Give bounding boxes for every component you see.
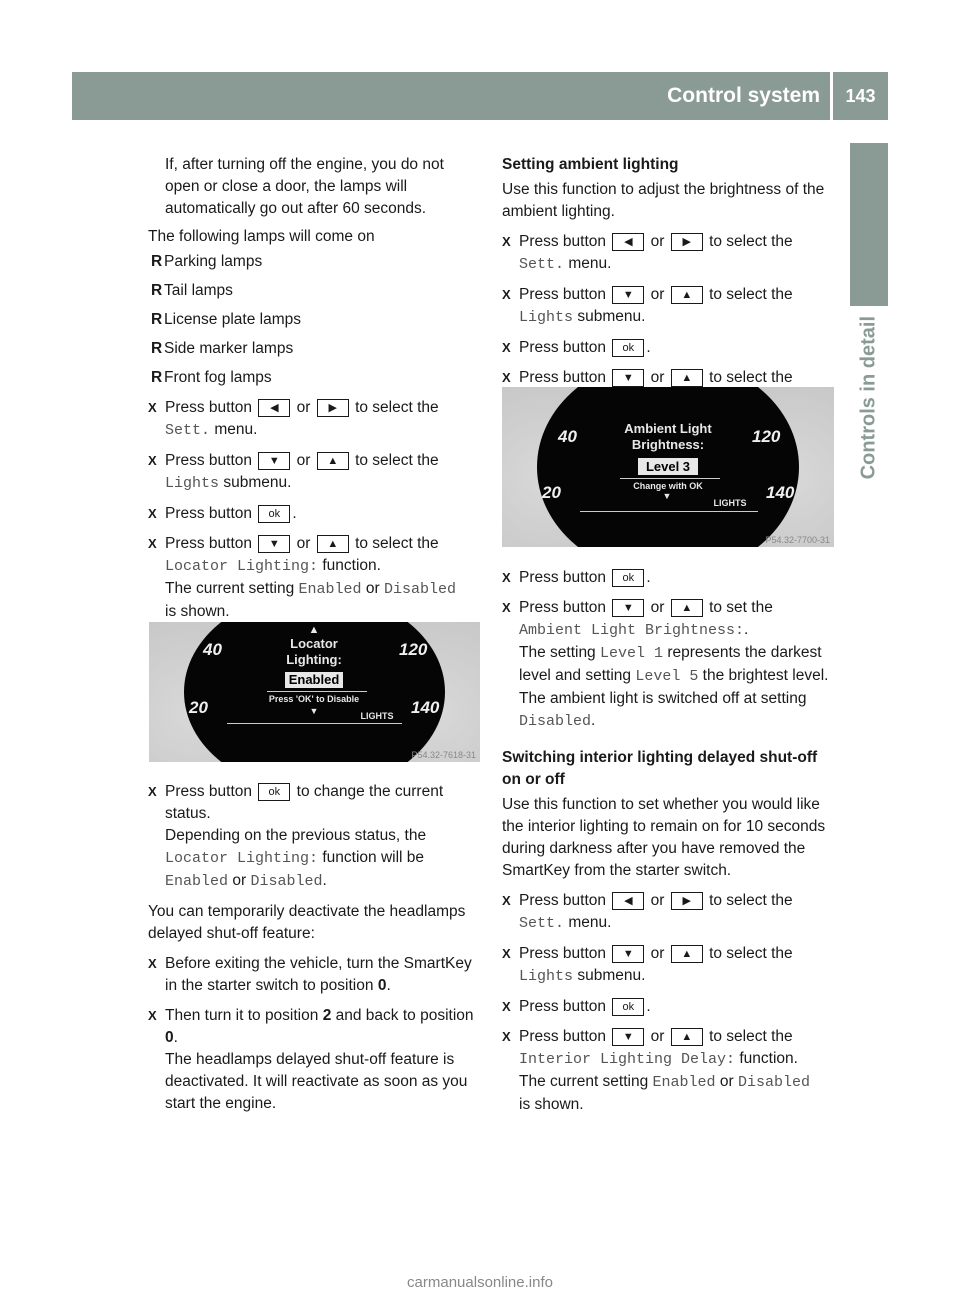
paragraph: Use this function to adjust the brightness of the ambient lighting. bbox=[502, 181, 825, 220]
down-button-icon: ▼ bbox=[258, 535, 290, 553]
display-title: Ambient Light Brightness: bbox=[624, 421, 712, 452]
step: X Press button ▼ or ▲ to select the Lights submenu. bbox=[502, 945, 793, 985]
step: X Press button ok . bbox=[502, 337, 834, 359]
step-arrow-icon: X bbox=[502, 893, 511, 908]
right-button-icon: ▶ bbox=[671, 233, 703, 251]
footer-watermark[interactable]: carmanualsonline.info bbox=[407, 1274, 553, 1291]
step-arrow-icon: X bbox=[148, 956, 157, 971]
lamps-heading: The following lamps will come on bbox=[148, 228, 375, 245]
paragraph: Use this function to set whether you would like the interior lighting to remain on for 10 seconds during darkness after you have removed the SmartKey from the starter switch. bbox=[502, 796, 826, 879]
down-button-icon: ▼ bbox=[612, 369, 644, 387]
display-value: Enabled bbox=[285, 672, 343, 688]
right-column bbox=[502, 154, 834, 412]
step: X Press button ▼ or ▲ to select the Lights submenu. bbox=[148, 452, 439, 492]
step-arrow-icon: X bbox=[502, 570, 511, 585]
down-button-icon: ▼ bbox=[612, 599, 644, 617]
step-arrow-icon: X bbox=[148, 1008, 157, 1023]
up-button-icon: ▲ bbox=[671, 599, 703, 617]
display-hint: Press 'OK' to Disable bbox=[268, 694, 360, 704]
instrument-cluster-display: 40 20 120 140 Ambient Light Brightness: Level 3 Change with OK ▼ LIGHTS P54.32-7700-31 bbox=[502, 387, 834, 547]
display-tag: LIGHTS bbox=[713, 498, 747, 508]
bullet-icon: R bbox=[151, 253, 163, 270]
down-arrow-icon: ▼ bbox=[309, 706, 319, 716]
display-title: Locator Lighting: bbox=[286, 636, 342, 667]
step-arrow-icon: X bbox=[148, 536, 157, 551]
right-column-lower bbox=[502, 567, 834, 1116]
step-arrow-icon: X bbox=[148, 400, 157, 415]
step: X Press button ▼ or ▲ to select the Locator Lighting: function. The current setting Enabled or Disabled is shown. bbox=[148, 535, 456, 620]
up-button-icon: ▲ bbox=[317, 535, 349, 553]
right-button-icon: ▶ bbox=[317, 399, 349, 417]
down-button-icon: ▼ bbox=[612, 1028, 644, 1046]
step-arrow-icon: X bbox=[502, 1029, 511, 1044]
right-button-icon: ▶ bbox=[671, 892, 703, 910]
step-arrow-icon: X bbox=[502, 370, 511, 385]
section-title: Control system bbox=[667, 84, 820, 107]
up-button-icon: ▲ bbox=[671, 945, 703, 963]
bullet-icon: R bbox=[151, 340, 163, 357]
down-arrow-icon: ▼ bbox=[662, 491, 672, 501]
display-value: Level 3 bbox=[638, 458, 698, 475]
up-button-icon: ▲ bbox=[317, 452, 349, 470]
paragraph: You can temporarily deactivate the headlamps delayed shut-off feature: bbox=[148, 903, 466, 942]
section-heading: Setting ambient lighting bbox=[502, 156, 679, 173]
instrument-cluster-display: 40 20 120 140 ▲ Locator Lighting: Enabled Press 'OK' to Disable ▼ LIGHTS P54.32-7618-31 bbox=[149, 622, 480, 762]
step-arrow-icon: X bbox=[148, 453, 157, 468]
step: X Before exiting the vehicle, turn the SmartKey in the starter switch to position 0. bbox=[148, 955, 472, 994]
display-hint: Change with OK bbox=[633, 481, 703, 491]
up-arrow-icon: ▲ bbox=[308, 624, 320, 636]
down-button-icon: ▼ bbox=[258, 452, 290, 470]
step-arrow-icon: X bbox=[502, 999, 511, 1014]
list-item: R License plate lamps bbox=[148, 309, 478, 331]
step-arrow-icon: X bbox=[148, 784, 157, 799]
step: X Press button ok to change the current status. Depending on the previous status, the Locator Lighting: function will be Enabled or Disabled. bbox=[148, 783, 444, 890]
ok-button-icon: ok bbox=[612, 998, 644, 1016]
bullet-icon: R bbox=[151, 282, 163, 299]
side-tab-label: Controls in detail bbox=[857, 316, 880, 480]
step: X Press button ▼ or ▲ to set the Ambient Light Brightness:. The setting Level 1 represents the darkest level and setting Level 5 the brightest level. The ambient light is switched off at setting Disabled. bbox=[502, 599, 829, 730]
side-tab-block bbox=[850, 143, 888, 306]
ok-button-icon: ok bbox=[258, 783, 290, 801]
display-tag: LIGHTS bbox=[360, 711, 394, 721]
section-heading: Switching interior lighting delayed shut-off on or off bbox=[502, 749, 818, 788]
left-column-lower bbox=[148, 781, 480, 1115]
left-button-icon: ◀ bbox=[258, 399, 290, 417]
step-arrow-icon: X bbox=[502, 340, 511, 355]
step: X Then turn it to position 2 and back to position 0. The headlamps delayed shut-off feature is deactivated. It will reactivate as soon as you start the engine. bbox=[148, 1007, 474, 1112]
step: X Press button ◀ or ▶ to select the Sett. menu. bbox=[502, 233, 793, 273]
left-column bbox=[148, 154, 478, 623]
step: X Press button ◀ or ▶ to select the Sett. menu. bbox=[502, 892, 793, 932]
bullet-icon: R bbox=[151, 369, 163, 386]
ok-button-icon: ok bbox=[612, 339, 644, 357]
figure-code: P54.32-7700-31 bbox=[765, 535, 830, 545]
intro-text: If, after turning off the engine, you do not open or close a door, the lamps will automatically go out after 60 seconds. bbox=[165, 156, 444, 217]
step-arrow-icon: X bbox=[502, 287, 511, 302]
list-item: R Parking lamps bbox=[148, 251, 478, 273]
down-button-icon: ▼ bbox=[612, 945, 644, 963]
step-arrow-icon: X bbox=[148, 506, 157, 521]
step: X Press button ◀ or ▶ to select the Sett. menu. bbox=[148, 399, 439, 439]
up-button-icon: ▲ bbox=[671, 1028, 703, 1046]
step: X Press button ▼ or ▲ to select the bbox=[502, 367, 834, 412]
step: X Press button ok . bbox=[502, 996, 834, 1018]
list-item: R Side marker lamps bbox=[148, 338, 478, 360]
figure-code: P54.32-7618-31 bbox=[411, 750, 476, 760]
step: X Press button ok . bbox=[502, 567, 834, 589]
up-button-icon: ▲ bbox=[671, 286, 703, 304]
step-arrow-icon: X bbox=[502, 234, 511, 249]
up-button-icon: ▲ bbox=[671, 369, 703, 387]
list-item: R Front fog lamps bbox=[148, 367, 478, 389]
page-number: 143 bbox=[845, 86, 876, 106]
side-tab bbox=[850, 316, 888, 636]
step: X Press button ok . bbox=[148, 503, 478, 525]
down-button-icon: ▼ bbox=[612, 286, 644, 304]
left-button-icon: ◀ bbox=[612, 233, 644, 251]
ok-button-icon: ok bbox=[612, 569, 644, 587]
header-bar bbox=[72, 72, 888, 120]
step: X Press button ▼ or ▲ to select the Interior Lighting Delay: function. The current setting Enabled or Disabled is shown. bbox=[502, 1028, 810, 1113]
step-arrow-icon: X bbox=[502, 946, 511, 961]
list-item: R Tail lamps bbox=[148, 280, 478, 302]
bullet-icon: R bbox=[151, 311, 163, 328]
step-arrow-icon: X bbox=[502, 600, 511, 615]
ok-button-icon: ok bbox=[258, 505, 290, 523]
step: X Press button ▼ or ▲ to select the Lights submenu. bbox=[502, 286, 793, 326]
left-button-icon: ◀ bbox=[612, 892, 644, 910]
